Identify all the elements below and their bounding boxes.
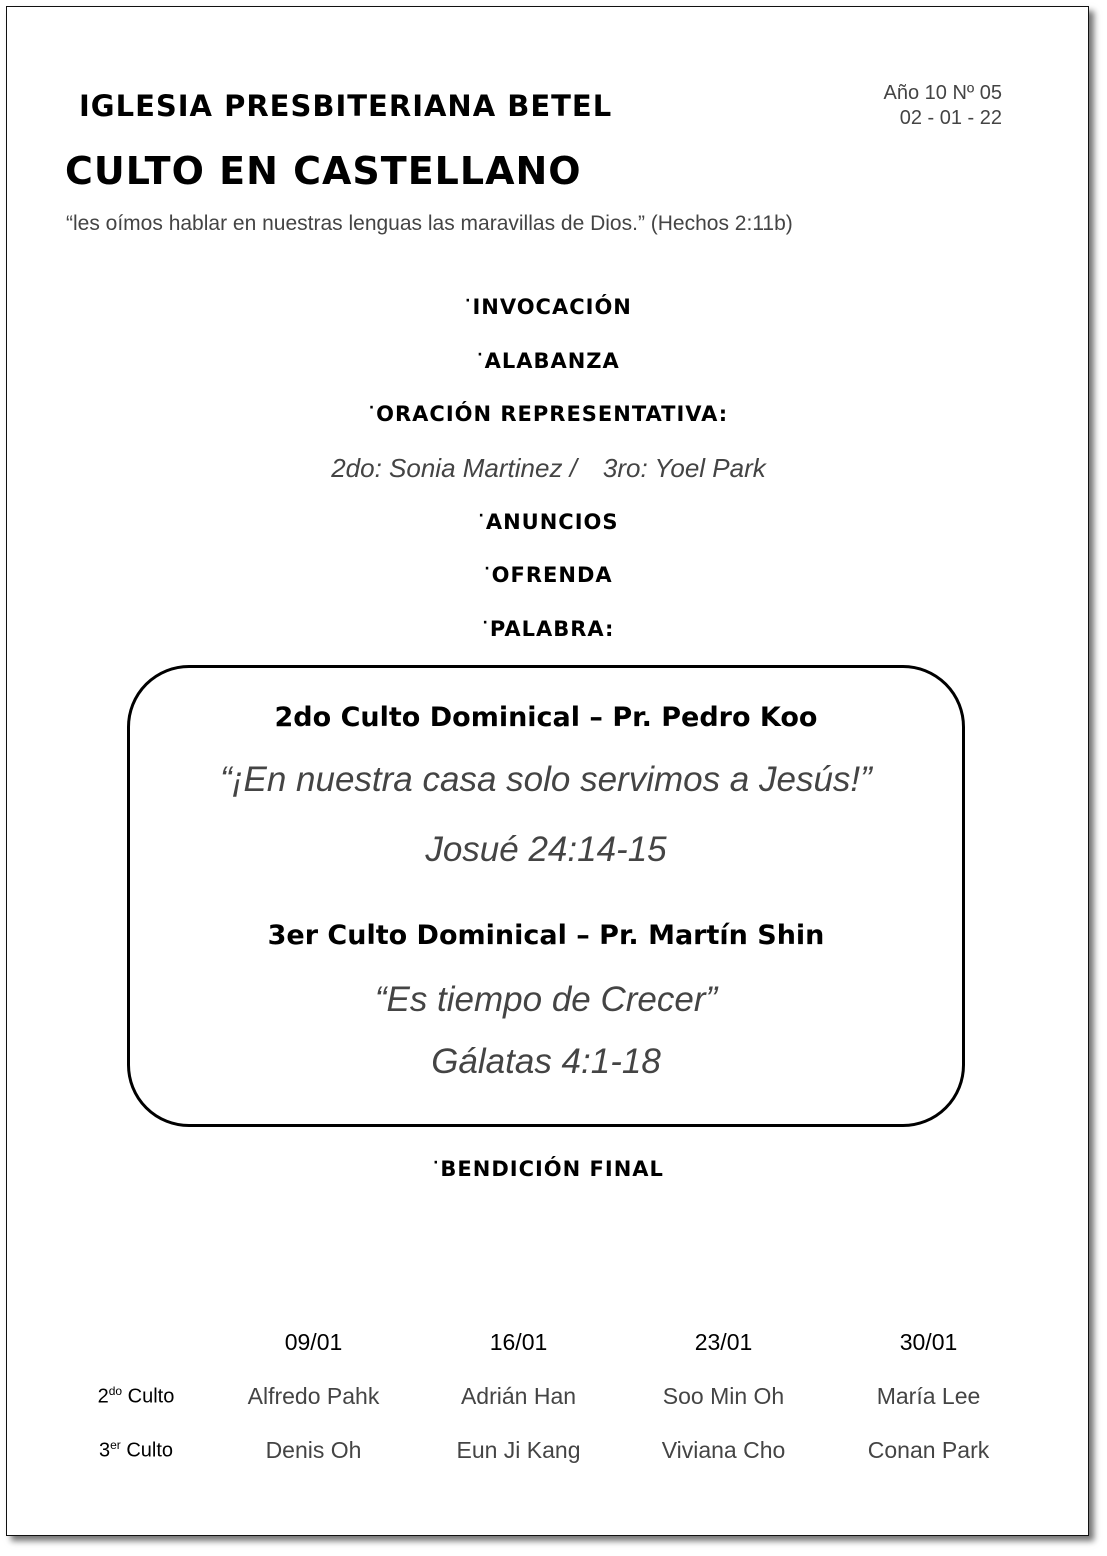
schedule-cell: Eun Ji Kang xyxy=(456,1436,581,1463)
bullet: · xyxy=(368,400,376,416)
schedule-cell: María Lee xyxy=(876,1382,981,1409)
schedule-date: 23/01 xyxy=(694,1328,753,1355)
prayer-leaders xyxy=(7,453,1090,484)
header-verse: “les oímos hablar en nuestras lenguas las maravillas de Dios.” (Hechos 2:11b) xyxy=(66,212,793,235)
schedule-row-label: $2^{do}$ Culto xyxy=(97,1383,175,1408)
schedule-corner xyxy=(61,1315,211,1369)
order-invocacion xyxy=(7,295,1090,319)
sermon-heading-3er: 3er Culto Dominical – Pr. Martín Shin xyxy=(267,920,825,951)
schedule-date: 09/01 xyxy=(284,1328,343,1355)
bullet: · xyxy=(477,347,484,363)
bulletin-page xyxy=(6,6,1089,1536)
sermon-heading-2do: 2do Culto Dominical – Pr. Pedro Koo xyxy=(274,702,818,733)
bullet: · xyxy=(482,615,489,631)
bullet: · xyxy=(433,1155,440,1171)
schedule-date: 16/01 xyxy=(489,1328,548,1355)
schedule-cell: Viviana Cho xyxy=(661,1436,786,1463)
order-anuncios xyxy=(7,510,1090,534)
order-label: ANUNCIOS xyxy=(485,510,619,534)
order-label: ALABANZA xyxy=(484,349,620,373)
bullet: · xyxy=(478,508,485,524)
service-title: CULTO EN CASTELLANO xyxy=(65,149,582,193)
order-label: ORACIÓN REPRESENTATIVA: xyxy=(376,402,729,426)
order-label: PALABRA: xyxy=(489,617,615,641)
issue-date: 02 - 01 - 22 xyxy=(899,107,1002,129)
issue-info xyxy=(884,81,1003,131)
bullet: · xyxy=(484,561,491,577)
schedule-date: 30/01 xyxy=(899,1328,958,1355)
sermon-title-3er: “Es tiempo de Crecer” xyxy=(374,980,718,1019)
order-ofrenda xyxy=(7,563,1090,587)
schedule-cell: Alfredo Pahk xyxy=(247,1382,380,1409)
issue-number: Año 10 Nº 05 xyxy=(883,82,1002,104)
order-label: BENDICIÓN FINAL xyxy=(440,1157,664,1181)
schedule-row-3er xyxy=(61,1423,1031,1477)
order-label: OFRENDA xyxy=(491,563,613,587)
church-name: IGLESIA PRESBITERIANA BETEL xyxy=(79,89,613,123)
prayer-2do: 2do: Sonia Martinez / xyxy=(331,453,577,483)
order-label: INVOCACIÓN xyxy=(472,295,632,319)
sermon-title-2do: “¡En nuestra casa solo servimos a Jesús!” xyxy=(220,760,872,799)
order-oracion xyxy=(7,402,1090,426)
schedule-row-2do xyxy=(61,1369,1031,1423)
order-alabanza xyxy=(7,349,1090,373)
order-palabra xyxy=(7,617,1090,641)
schedule-row-label: 3er Culto xyxy=(98,1437,174,1462)
schedule-cell: Adrián Han xyxy=(460,1382,577,1409)
schedule-date-row xyxy=(61,1315,1031,1369)
sermon-reference-3er: Gálatas 4:1-18 xyxy=(431,1042,661,1081)
prayer-3ro: 3ro: Yoel Park xyxy=(602,453,766,483)
bullet: · xyxy=(465,293,472,309)
sermon-reference-2do: Josué 24:14-15 xyxy=(425,830,667,869)
schedule-cell: Soo Min Oh xyxy=(662,1382,785,1409)
order-bendicion xyxy=(7,1157,1090,1181)
schedule-cell: Conan Park xyxy=(867,1436,990,1463)
schedule-cell: Denis Oh xyxy=(265,1436,362,1463)
prayer-schedule-table xyxy=(61,1315,1031,1477)
sermon-box xyxy=(127,665,965,1127)
